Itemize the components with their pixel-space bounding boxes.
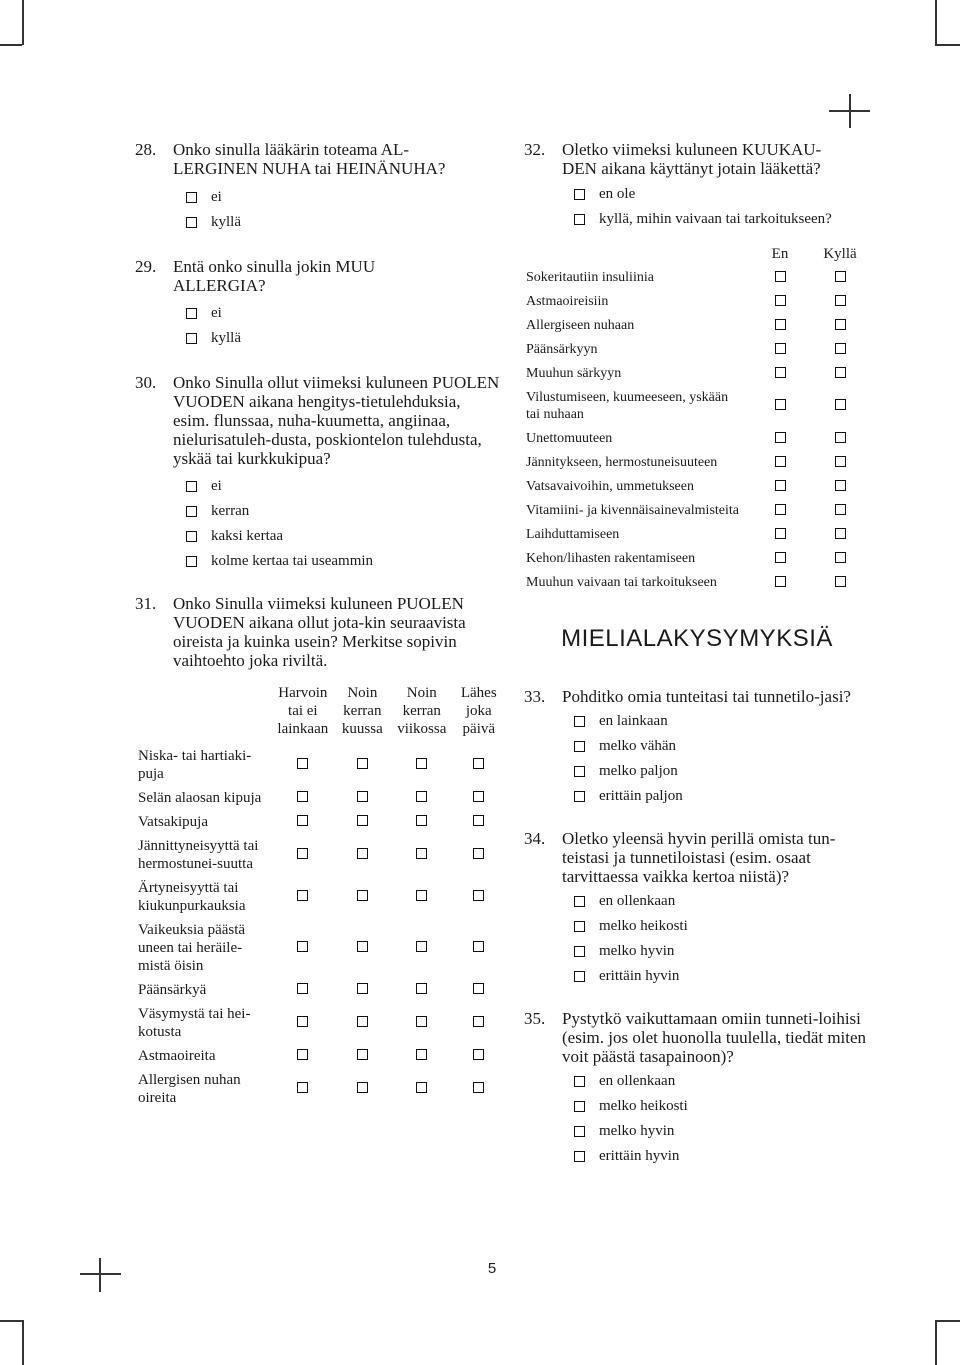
checkbox[interactable] [775,343,786,354]
checkbox[interactable] [357,791,368,802]
question-text: Pystytkö vaikuttamaan omiin tunneti-loihisi (esim. jos olet huonolla tuulella, tiedät miten voit päästä tasapainoon)? [562,1009,867,1066]
option-label: ei [211,305,222,321]
option-melko-heikosti[interactable] [574,1094,870,1119]
checkbox[interactable] [186,531,197,542]
checkbox[interactable] [775,295,786,306]
checkbox[interactable] [186,333,197,344]
checkbox[interactable] [574,946,585,957]
option-label: kerran [211,503,250,519]
option-melko-vahan[interactable] [574,734,870,759]
row-label: Vilustumiseen, kuumeeseen, yskään tai nuhaan [526,390,729,422]
checkbox[interactable] [574,741,585,752]
row-label: Vatsakipuja [138,814,208,830]
checkbox[interactable] [473,1082,484,1093]
option-label: melko hyvin [599,943,675,959]
option-kylla[interactable] [186,326,500,351]
option-label: kolme kertaa tai useammin [211,553,374,569]
medication-table [524,246,870,595]
column-viikossa: Noin kerran viikossa [397,685,447,737]
question-32 [524,140,870,595]
table-row [524,475,870,499]
row-label: Ärtyneisyyttä tai kiukunpurkauksia [138,880,246,914]
checkbox[interactable] [835,480,846,491]
checkbox[interactable] [775,271,786,282]
option-label: melko vähän [599,738,677,754]
checkbox[interactable] [775,456,786,467]
table-header-row [524,246,870,266]
option-kolme-kertaa[interactable] [186,549,500,574]
option-label: en ollenkaan [599,1073,676,1089]
registration-cross-bottom-left-v [99,1258,101,1292]
crop-mark-top-right-v [935,0,937,45]
table-row [135,1068,505,1110]
option-label: erittäin hyvin [599,968,680,984]
checkbox[interactable] [297,941,308,952]
column-en: En [771,246,789,262]
checkbox[interactable] [297,848,308,859]
checkbox[interactable] [297,1082,308,1093]
checkbox[interactable] [473,758,484,769]
option-label: ei [211,189,222,205]
option-melko-hyvin[interactable] [574,1119,870,1144]
question-number: 34. [524,829,546,848]
checkbox[interactable] [186,308,197,319]
row-label: Muuhun vaivaan tai tarkoitukseen [526,575,717,590]
checkbox[interactable] [775,552,786,563]
option-en-lainkaan[interactable] [574,709,870,734]
crop-mark-top-left-h [0,44,22,46]
question-31 [135,594,500,1110]
option-erittain-paljon[interactable] [574,784,870,809]
checkbox[interactable] [835,295,846,306]
checkbox[interactable] [357,848,368,859]
checkbox[interactable] [297,815,308,826]
checkbox[interactable] [574,791,585,802]
checkbox[interactable] [775,576,786,587]
option-erittain-hyvin[interactable] [574,1144,870,1169]
header-blank [524,246,750,266]
checkbox[interactable] [416,758,427,769]
checkbox[interactable] [835,271,846,282]
checkbox[interactable] [835,576,846,587]
checkbox[interactable] [473,848,484,859]
table-row [135,918,505,978]
row-label: Astmaoireisiin [526,294,609,309]
row-label: Päänsärkyä [138,982,207,998]
checkbox[interactable] [416,815,427,826]
table-row [524,338,870,362]
table-row [524,386,870,427]
checkbox[interactable] [186,192,197,203]
checkbox[interactable] [297,983,308,994]
checkbox[interactable] [473,1049,484,1060]
option-ei[interactable] [186,301,500,326]
checkbox[interactable] [775,504,786,515]
question-number: 31. [135,594,157,613]
table-row [524,547,870,571]
row-label: Jännittyneisyyttä tai hermostunei-suutta [138,838,259,872]
question-text: Entä onko sinulla jokin MUU ALLERGIA? [173,257,376,295]
row-label: Päänsärkyyn [526,342,598,357]
column-kylla: Kyllä [823,246,857,262]
table-row [135,786,505,810]
option-kaksi-kertaa[interactable] [186,524,500,549]
table-row [135,744,505,786]
question-30 [135,373,500,574]
row-label: Allergisen nuhan oireita [138,1072,241,1106]
checkbox[interactable] [186,556,197,567]
row-label: Jännitykseen, hermostuneisuuteen [526,455,718,470]
checkbox[interactable] [416,890,427,901]
option-melko-hyvin[interactable] [574,939,870,964]
table-row [524,523,870,547]
checkbox[interactable] [775,399,786,410]
checkbox[interactable] [574,766,585,777]
checkbox[interactable] [473,1016,484,1027]
option-en-ollenkaan[interactable] [574,1069,870,1094]
option-kerran[interactable] [186,499,500,524]
table-row [524,499,870,523]
checkbox[interactable] [357,890,368,901]
option-label: erittäin hyvin [599,1148,680,1164]
checkbox[interactable] [186,217,197,228]
table-row [524,266,870,290]
option-label: en ole [599,186,636,202]
checkbox[interactable] [473,890,484,901]
option-label: ei [211,478,222,494]
checkbox[interactable] [574,716,585,727]
option-label: melko heikosti [599,1098,688,1114]
crop-mark-bottom-right-h [935,1320,960,1322]
question-33 [524,687,870,809]
option-label: en lainkaan [599,713,668,729]
checkbox[interactable] [416,848,427,859]
row-label: Selän alaosan kipuja [138,790,262,806]
checkbox[interactable] [835,504,846,515]
checkbox[interactable] [473,983,484,994]
table-row [135,1002,505,1044]
row-label: Astmaoireita [138,1048,216,1064]
option-label: kyllä [211,214,241,230]
question-text: Oletko yleensä hyvin perillä omista tun-teistasi ja tunnetiloistasi (esim. osaat tarvittaessa vaikka kertoa niistä)? [562,829,836,886]
option-kylla[interactable] [186,210,500,235]
option-label: melko paljon [599,763,678,779]
checkbox[interactable] [574,921,585,932]
question-text: Oletko viimeksi kuluneen KUUKAU-DEN aikana käyttänyt jotain lääkettä? [562,140,822,178]
option-melko-heikosti[interactable] [574,914,870,939]
option-label: kyllä [211,330,241,346]
table-row [135,978,505,1002]
checkbox[interactable] [775,319,786,330]
checkbox[interactable] [416,1049,427,1060]
crop-mark-bottom-left-v [22,1320,24,1365]
checkbox[interactable] [835,552,846,563]
registration-cross-top-right-h [829,110,870,112]
option-ei[interactable] [186,474,500,499]
checkbox[interactable] [416,1016,427,1027]
option-label: kaksi kertaa [211,528,284,544]
checkbox[interactable] [416,941,427,952]
option-en-ollenkaan[interactable] [574,889,870,914]
checkbox[interactable] [775,528,786,539]
question-text: Onko sinulla lääkärin toteama AL-LERGINEN NUHA tai HEINÄNUHA? [173,140,446,178]
question-number: 30. [135,373,157,392]
table-row [135,810,505,834]
checkbox[interactable] [835,319,846,330]
crop-mark-bottom-right-v [935,1320,937,1365]
row-label: Laihduttamiseen [526,527,620,542]
question-35 [524,1009,870,1169]
option-label: kyllä, mihin vaivaan tai tarkoitukseen? [599,211,832,227]
option-label: erittäin paljon [599,788,683,804]
question-text: Onko Sinulla viimeksi kuluneen PUOLEN VUODEN aikana ollut jota-kin seuraavista oireista ja kuinka usein? Merkitse sopivin vaihtoehto joka riviltä. [173,594,466,670]
option-label: melko heikosti [599,918,688,934]
checkbox[interactable] [357,1016,368,1027]
checkbox[interactable] [416,791,427,802]
checkbox[interactable] [835,399,846,410]
question-number: 33. [524,687,546,706]
checkbox[interactable] [297,791,308,802]
checkbox[interactable] [775,432,786,443]
row-label: Allergiseen nuhaan [526,318,635,333]
checkbox[interactable] [297,1016,308,1027]
checkbox[interactable] [574,896,585,907]
table-row [524,362,870,386]
question-number: 35. [524,1009,546,1028]
row-label: Vitamiini- ja kivennäisainevalmisteita [526,503,739,518]
checkbox[interactable] [835,528,846,539]
checkbox[interactable] [416,983,427,994]
question-29 [135,257,500,351]
crop-mark-top-right-h [935,44,960,46]
checkbox[interactable] [357,815,368,826]
checkbox[interactable] [473,941,484,952]
symptom-frequency-table [135,684,505,1110]
checkbox[interactable] [357,1049,368,1060]
row-label: Vaikeuksia päästä uneen tai heräile-mistä öisin [138,922,246,974]
crop-mark-top-left-v [22,0,24,45]
checkbox[interactable] [775,480,786,491]
checkbox[interactable] [574,214,585,225]
option-ei[interactable] [186,185,500,210]
table-row [135,876,505,918]
option-label: en ollenkaan [599,893,676,909]
option-kylla-mihin[interactable] [574,207,870,232]
column-kuussa: Noin kerran kuussa [341,685,383,737]
checkbox[interactable] [574,1126,585,1137]
checkbox[interactable] [357,983,368,994]
checkbox[interactable] [835,456,846,467]
right-column [524,140,870,1169]
checkbox[interactable] [297,890,308,901]
checkbox[interactable] [574,1101,585,1112]
row-label: Kehon/lihasten rakentamiseen [526,551,696,566]
checkbox[interactable] [775,367,786,378]
question-number: 32. [524,140,546,159]
checkbox[interactable] [473,791,484,802]
option-erittain-hyvin[interactable] [574,964,870,989]
checkbox[interactable] [357,758,368,769]
page-number: 5 [487,1260,497,1277]
checkbox[interactable] [357,941,368,952]
option-label: melko hyvin [599,1123,675,1139]
checkbox[interactable] [574,1076,585,1087]
section-title: MIELIALAKYSYMYKSIÄ [561,625,833,652]
table-row [524,451,870,475]
question-number: 29. [135,257,157,276]
checkbox[interactable] [186,506,197,517]
table-row [135,1044,505,1068]
checkbox[interactable] [416,1082,427,1093]
option-en-ole[interactable] [574,182,870,207]
question-28 [135,140,500,235]
checkbox[interactable] [357,1082,368,1093]
row-label: Vatsavaivoihin, ummetukseen [526,479,694,494]
row-label: Unettomuuteen [526,431,613,446]
question-text: Onko Sinulla ollut viimeksi kuluneen PUOLEN VUODEN aikana hengitys-tietulehduksia, esim. flunssaa, nuha-kuumetta, angiinaa, nielurisatuleh-dusta, poskiontelon tulehdusta, yskää tai kurkkukipua? [173,373,500,468]
registration-cross-bottom-left-h [80,1273,121,1275]
row-label: Sokeritautiin insuliinia [526,270,654,285]
checkbox[interactable] [574,189,585,200]
checkbox[interactable] [297,1049,308,1060]
checkbox[interactable] [835,367,846,378]
question-number: 28. [135,140,157,159]
question-34 [524,829,870,989]
crop-mark-bottom-left-h [0,1320,22,1322]
column-harvoin: Harvoin tai ei lainkaan [277,685,329,737]
checkbox[interactable] [297,758,308,769]
row-label: Väsymystä tai hei-kotusta [138,1006,251,1040]
checkbox[interactable] [473,815,484,826]
option-melko-paljon[interactable] [574,759,870,784]
checkbox[interactable] [186,481,197,492]
table-row [524,571,870,595]
checkbox[interactable] [835,432,846,443]
row-label: Niska- tai hartiaki-puja [138,748,252,782]
table-row [135,834,505,876]
column-paiva: Lähes joka päivä [460,685,497,737]
checkbox[interactable] [574,971,585,982]
header-blank [135,684,272,744]
question-text: Pohditko omia tunteitasi tai tunnetilo-jasi? [562,687,851,706]
table-row [524,314,870,338]
left-column [135,140,500,1110]
table-row [524,427,870,451]
row-label: Muuhun särkyyn [526,366,622,381]
checkbox[interactable] [574,1151,585,1162]
table-header-row [135,684,505,744]
table-row [524,290,870,314]
checkbox[interactable] [835,343,846,354]
